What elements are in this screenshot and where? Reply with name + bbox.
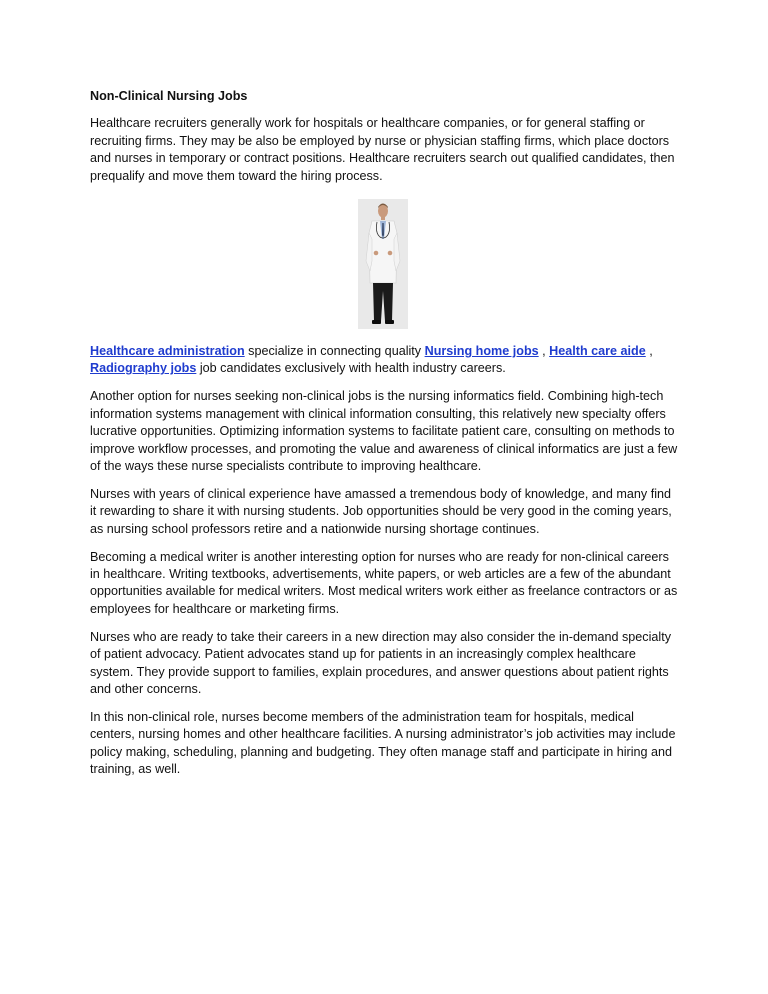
- informatics-paragraph: Another option for nurses seeking non-clinical jobs is the nursing informatics field. Combining high-tech information systems management with clinical information consulting, this relatively new specialty offers lucrative opportunities. Optimizing information systems to facilitate patient care, consulting on methods to improve workflow processes, and promoting the value and awareness of clinical informatics are just a few of the ways these nurse specialists contribute to improving healthcare.: [90, 389, 678, 473]
- doctor-photo: [358, 199, 408, 329]
- links-paragraph-text-1: specialize in connecting quality: [244, 344, 425, 359]
- medical-writer-paragraph: Becoming a medical writer is another interesting option for nurses who are ready for non-clinical careers in healthcare. Writing textbooks, advertisements, white papers, or web articles are a few of the abundant opportunities available for medical writers. Most medical writers work either as freelance contractors or as employees for healthcare or marketing firms.: [90, 549, 678, 616]
- teaching-paragraph: Nurses with years of clinical experience have amassed a tremendous body of knowledge, and many find it rewarding to share it with nursing students. Job opportunities should be very good in the coming years, as nursing school professors retire and a nationwide nursing shortage continues.: [90, 486, 672, 536]
- intro-paragraph: Healthcare recruiters generally work for hospitals or healthcare companies, or for general staffing or recruiting firms. They may be also be employed by nurse or physician staffing firms, which place doctors and nurses in temporary or contract positions. Healthcare recruiters search out qualified candidates, then prequalify and move them toward the hiring process.: [90, 116, 675, 183]
- radiography-jobs-link[interactable]: Radiography jobs: [90, 361, 197, 376]
- health-care-aide-link[interactable]: Health care aide: [549, 344, 646, 359]
- healthcare-administration-link[interactable]: Healthcare administration: [90, 344, 245, 359]
- links-paragraph-text-2: job candidates exclusively with health industry careers.: [196, 361, 506, 376]
- document-page: [90, 88, 680, 789]
- administration-paragraph: In this non-clinical role, nurses become members of the administration team for hospitals, medical centers, nursing homes and other healthcare facilities. A nursing administrator’s job activities may include policy making, scheduling, planning and budgeting. They often manage staff and participate in hiring and training, as well.: [90, 709, 676, 777]
- document-title: Non-Clinical Nursing Jobs: [90, 89, 248, 103]
- links-separator-2: ,: [645, 344, 653, 359]
- patient-advocacy-paragraph: Nurses who are ready to take their careers in a new direction may also consider the in-demand specialty of patient advocacy. Patient advocates stand up for patients in an increasingly complex healthcare system. They provide support to families, explain procedures, and answer questions about patient rights and other concerns.: [90, 629, 671, 696]
- links-paragraph: [90, 343, 680, 378]
- nursing-home-jobs-link[interactable]: Nursing home jobs: [424, 344, 539, 359]
- links-separator-1: ,: [538, 344, 550, 359]
